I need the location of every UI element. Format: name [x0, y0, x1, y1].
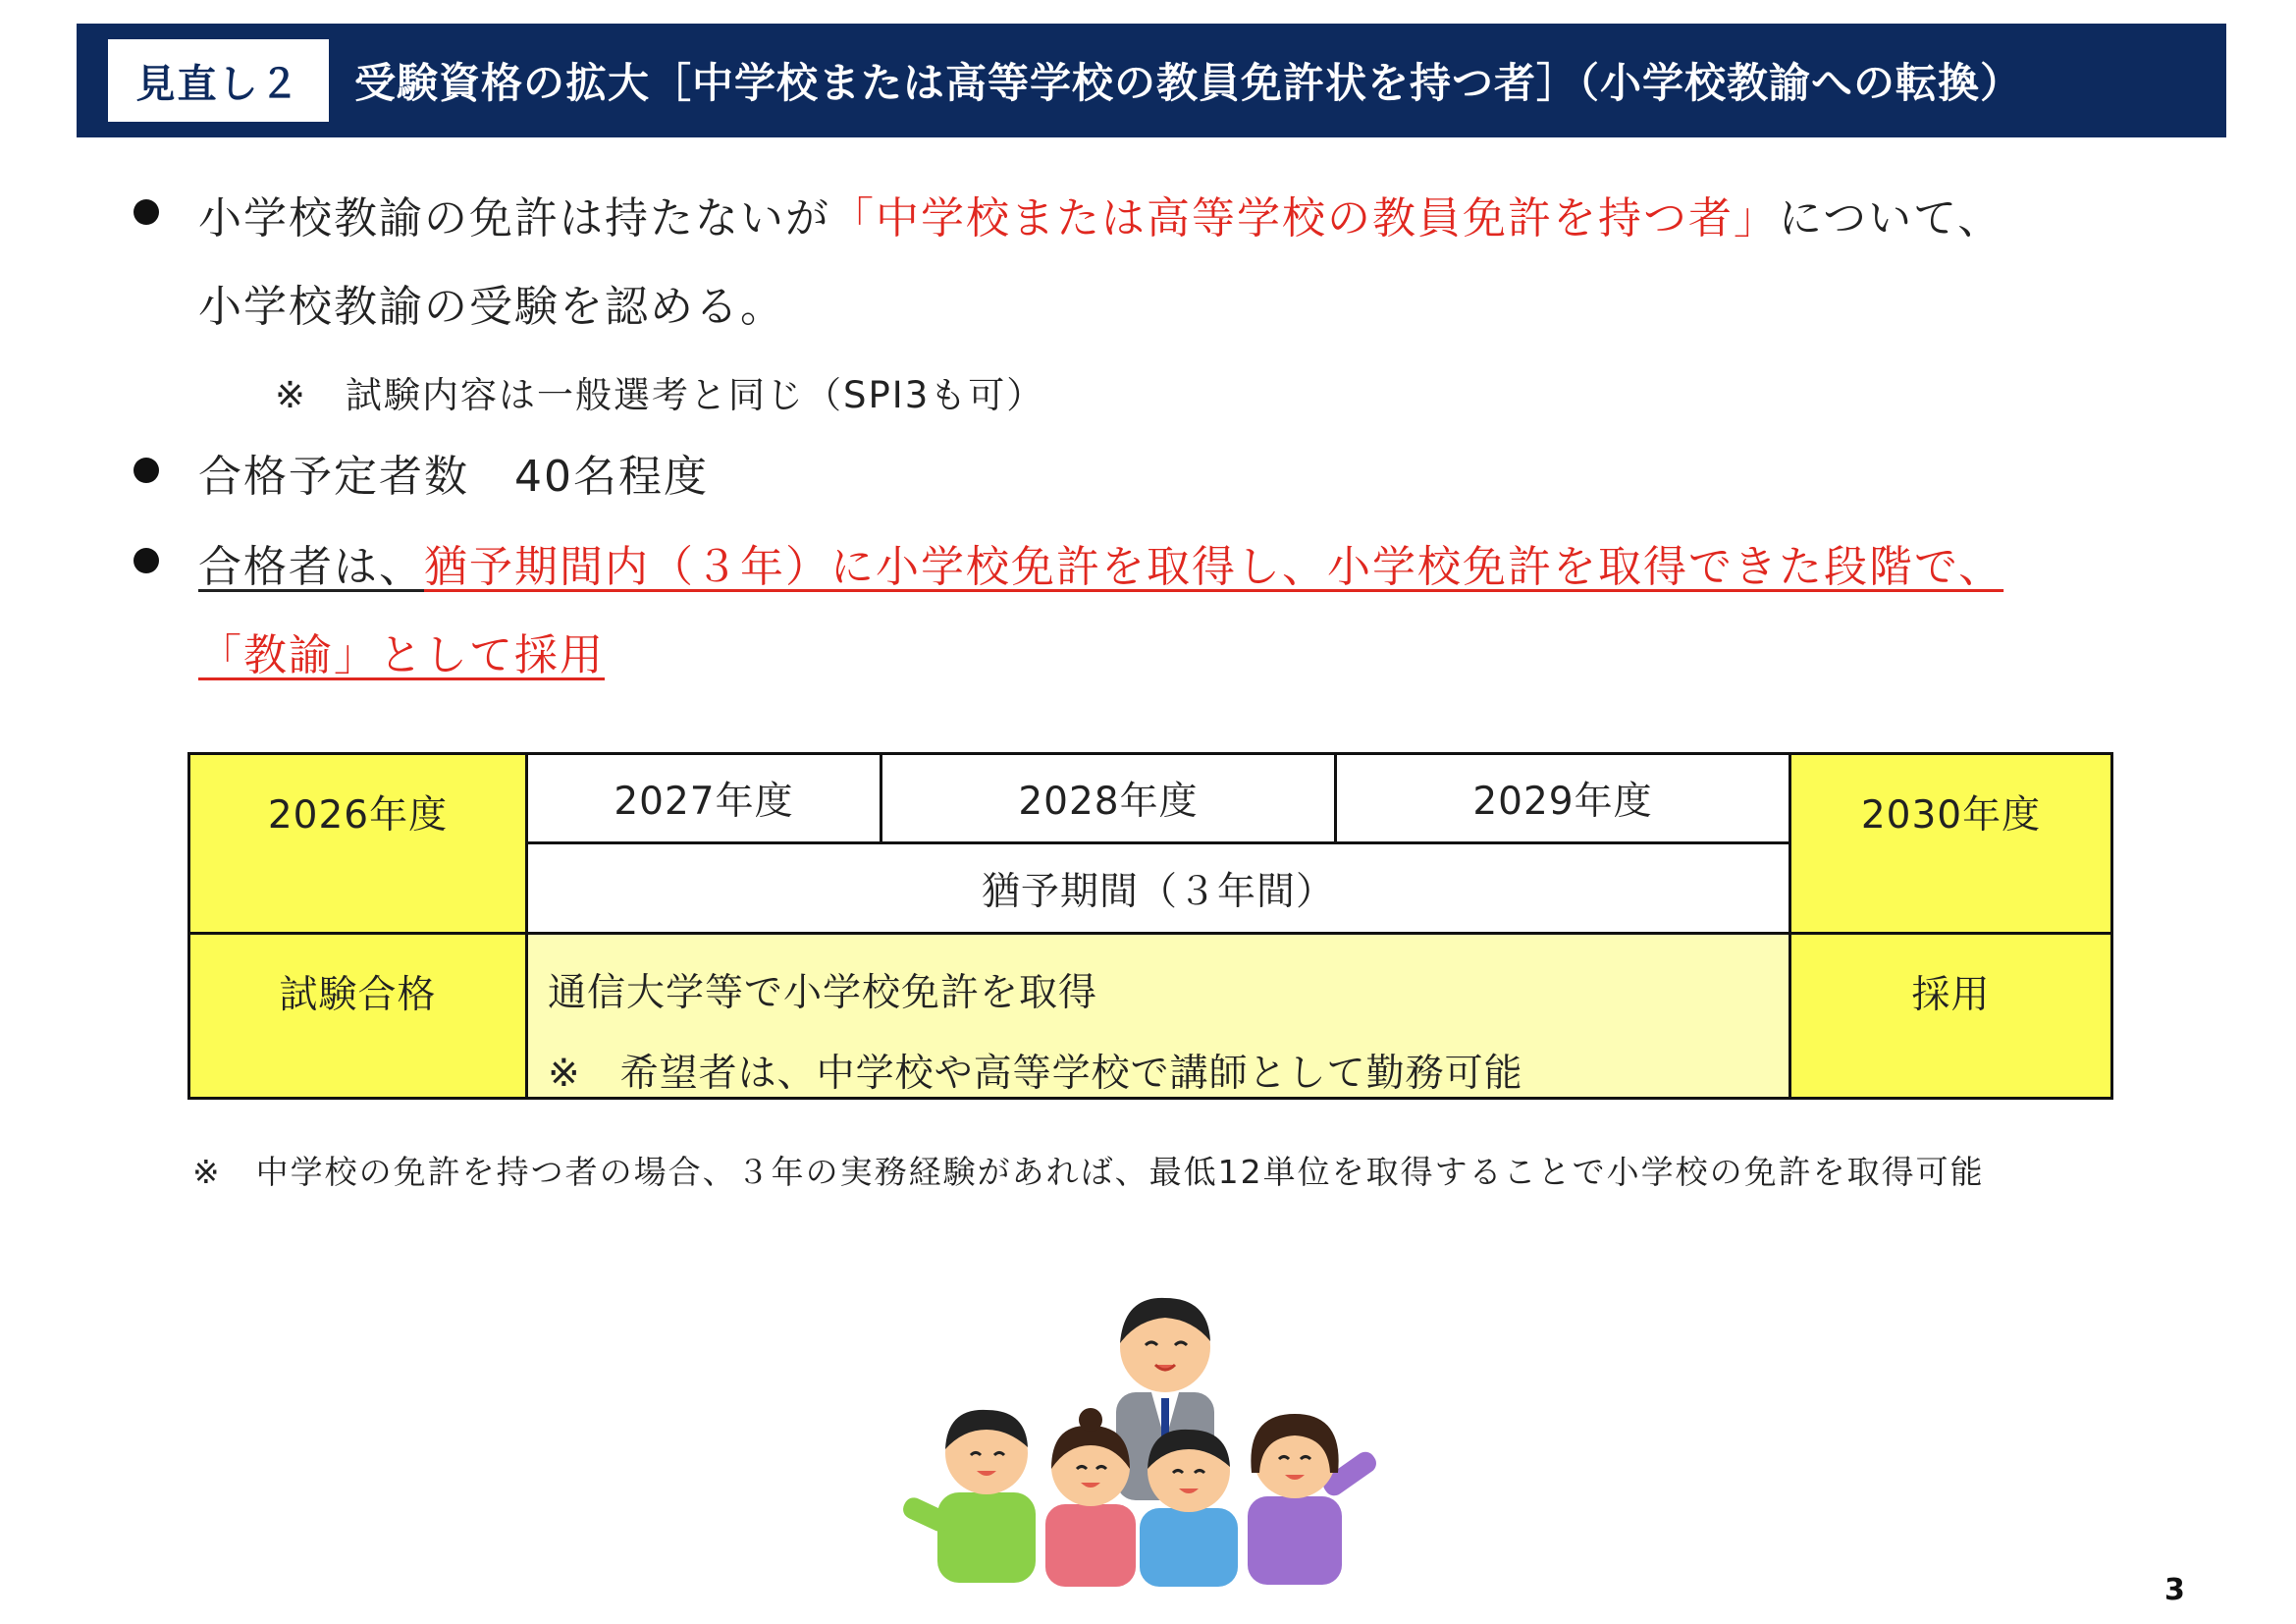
- license-line-1: 通信大学等で小学校免許を取得: [548, 971, 1098, 1015]
- bullet-1-text-a: 小学校教諭の免許は持たないが: [198, 193, 830, 244]
- year-2026-cell: 2026年度: [187, 752, 528, 935]
- bullet-1-note: ※ 試験内容は一般選考と同じ（SPI3も可）: [275, 374, 1045, 416]
- license-line-2: ※ 希望者は、中学校や高等学校で講師として勤務可能: [548, 1052, 1523, 1096]
- bullet-3-text-red-1: 猶予期間内（３年）に小学校免許を取得し、小学校免許を取得できた段階で、: [424, 542, 2004, 592]
- footnote: ※ 中学校の免許を持つ者の場合、３年の実務経験があれば、最低12単位を取得することで小学校の免許を取得可能: [192, 1153, 1985, 1191]
- bullet-1-text-red: 「中学校または高等学校の教員免許を持つ者」: [830, 193, 1779, 244]
- year-2027-cell: 2027年度: [525, 752, 882, 844]
- bullet-1-line-2: 小学校教諭の受験を認める。: [198, 282, 785, 332]
- header-bar: [77, 24, 2226, 137]
- year-2029-cell: 2029年度: [1334, 752, 1791, 844]
- year-2028-cell: 2028年度: [880, 752, 1337, 844]
- bullet-dot-2: [133, 458, 159, 483]
- hire-cell: 採用: [1789, 932, 2113, 1100]
- page-number: 3: [2164, 1573, 2185, 1607]
- bullet-dot-1: [133, 199, 159, 225]
- section-tag: 見直し２: [108, 39, 329, 122]
- schedule-table: [187, 752, 2113, 1100]
- bullet-3-text-red-2: 「教諭」として採用: [198, 630, 605, 680]
- exam-pass-cell: 試験合格: [187, 932, 528, 1100]
- bullet-dot-3: [133, 548, 159, 573]
- year-2030-cell: 2030年度: [1789, 752, 2113, 935]
- bullet-3-line-1: [198, 531, 2003, 594]
- bullet-1-line-1: [198, 183, 2002, 245]
- teacher-and-children-illustration: [898, 1276, 1409, 1591]
- bullet-2-text: 合格予定者数 40名程度: [198, 452, 709, 502]
- bullet-3-line-2: [198, 620, 605, 682]
- bullet-3-text-a: 合格者は、: [198, 542, 424, 592]
- license-acquisition-cell: [525, 932, 1791, 1100]
- grace-period-cell: 猶予期間（３年間）: [525, 841, 1791, 935]
- bullet-1-text-b: について、: [1779, 193, 2003, 244]
- page-title: 受験資格の拡大［中学校または高等学校の教員免許状を持つ者］（小学校教諭への転換）: [354, 59, 2023, 107]
